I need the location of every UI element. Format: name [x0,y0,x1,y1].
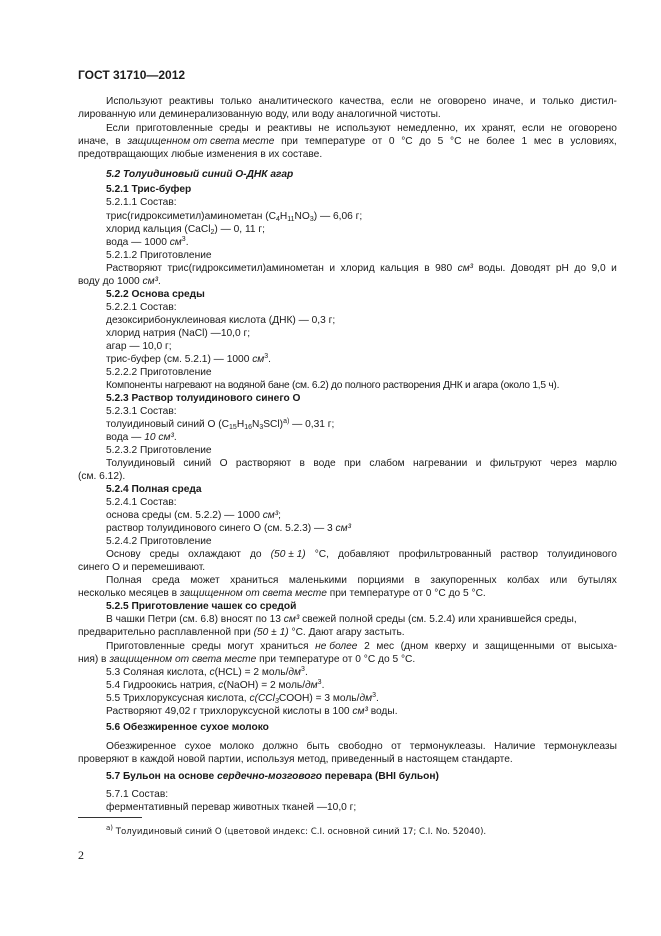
word: приготовленные [135,123,213,134]
word: в [299,458,305,469]
word: воды. [478,263,506,274]
section-5-3: 5.3 Соляная кислота, c(HCL) = 2 моль/$дм^3$. [106,666,308,678]
word: °С [401,136,413,147]
word: защищенном от света месте [127,136,275,147]
word: 0 [388,136,395,147]
prep3-line1 [106,457,617,470]
section-5-2-3-1: 5.2.3.1 Состав: [106,406,177,417]
dna-line: дезоксирибонуклеиновая кислота (ДНК) — 0,3 г; [106,315,336,326]
word: толуидинового [547,549,617,560]
word: и [255,123,261,134]
word: при [281,136,298,147]
word: трис(гидроксиметил)аминометан [167,263,324,274]
word: слабом [369,458,405,469]
word: Доводят [510,263,551,274]
word: температуре [304,136,366,147]
section-5-7-title: 5.7 Бульон на основе сердечно-мозгового перевара (BHI бульон) [106,771,439,782]
section-5-2-2-title: 5.2.2 Основа среды [106,289,205,300]
section-5-5: 5.5 Трихлоруксусная кислота, c(CCl$_3$COOH) = 3 моль/$дм^3$. [106,692,379,705]
store-line2: несколько месяцев в защищенном от света месте при температуре от 0 °С до 5 °С. [78,588,486,599]
word: колбах [507,575,540,586]
word: аналитического [258,96,333,107]
intro-p2-line2 [78,135,617,148]
word: см³ [457,263,474,274]
section-5-2-4-1: 5.2.4.1 Состав: [106,497,177,508]
word: закупоренных [430,575,497,586]
bhi-line1: ферментативный перевар животных тканей —10,0 г; [106,802,357,813]
section-5-2-title: 5.2 Толуидиновый синий О-ДНК агар [106,169,294,180]
word: и [611,263,617,274]
word: мес [376,641,395,652]
store-line1 [106,574,617,587]
water-line-1: вода — 1000 $см^3$. [106,236,189,248]
word: только [220,96,252,107]
word: только [542,96,574,107]
word: воде [313,458,336,469]
milk-line1 [106,740,617,753]
word: дистил- [580,96,617,107]
word: 9,0 [591,263,606,274]
word: профильтрованный [398,549,492,560]
section-5-2-5-title: 5.2.5 Приготовление чашек со средой [106,601,297,612]
word: качества, [339,96,385,107]
word: 2 [364,641,370,652]
word: сухое [184,741,212,752]
word: их [464,123,476,134]
agar-line: агар — 10,0 г; [106,341,172,352]
word: от [372,136,383,147]
intro-p2-line3: предотвращающих любые изменения в их составе. [78,149,323,160]
word: среда [152,575,180,586]
word: Если [106,123,130,134]
word: высыха- [577,641,617,652]
toluidine-line: толуидиновый синий О $(C_{15}H_{16}N_3SCl)^{а)}$ — 0,31 г; [106,418,335,431]
word: храниться [260,641,309,652]
word: должно [262,741,298,752]
word: Основу [106,549,141,560]
word: среды [191,641,221,652]
word: (50 ± 1) [270,549,306,560]
word: Толуидиновый [106,458,175,469]
word: до [419,136,431,147]
word: 5 [437,136,444,147]
intro-p1-line1 [106,95,617,108]
word: в [424,263,430,274]
section-5-5-text: Растворяют 49,02 г трихлоруксусной кислоты в 100 см³ воды. [106,706,398,717]
word: Обезжиренное [106,741,177,752]
section-5-2-3-2: 5.2.3.2 Приготовление [106,445,212,456]
tbsolution-line: раствор толуидинового синего О (см. 5.2.3) — 3 см³ [106,523,352,534]
tris-line: трис(гидроксиметил)аминометан $(C_4H_{11}NO_3)$ — 6,06 г; [106,211,363,223]
word: оговорено [568,123,617,134]
section-5-4: 5.4 Гидроокись натрия, c(NaOH) = 2 моль/$дм^3$. [106,679,325,691]
word: марлю [585,458,617,469]
page-number: 2 [78,848,84,862]
word: иначе, [492,96,524,107]
section-5-2-1-title: 5.2.1 Трис-буфер [106,184,192,195]
word: охлаждают [188,549,241,560]
word: термонуклеазы. [409,741,486,752]
word: если [522,123,545,134]
word: (дном [400,641,429,652]
word: синий [183,458,212,469]
intro-p2-line1 [106,122,617,135]
word: хлорид [340,263,375,274]
word: О [219,458,228,469]
word: не [550,123,563,134]
word: используют [335,123,391,134]
word: не [468,136,480,147]
word: и [472,641,479,652]
word: могут [227,641,254,652]
prep3-line2: (см. 6.12). [78,471,126,482]
section-5-2-4-2: 5.2.4.2 Приготовление [106,536,212,547]
word: среды [219,123,249,134]
base-line: основа среды (см. 5.2.2) — 1000 см³; [106,510,282,521]
word: до [574,263,586,274]
word: мес [533,136,552,147]
word: при [344,458,361,469]
section-5-2-4-title: 5.2.4 Полная среда [106,484,202,495]
word: в [558,136,564,147]
word: среды [149,549,180,560]
word: в [414,575,420,586]
word: нагревании [413,458,468,469]
intro-p1-line2: лированную или деминерализованную воду, или воду аналогичной чистоты. [78,109,441,120]
prep1-line1 [106,262,617,275]
prep1-line2: воду до 1000 см³. [78,276,161,287]
word: фильтруют [489,458,542,469]
section-5-2-2-1: 5.2.2.1 Состав: [106,302,177,313]
footnote: $^{а)}$ Толуидиновый синий О (цветовой индекс: C.I. основной синий 17; C.I. No. 52040). [106,824,487,837]
word: и [475,458,482,469]
word: реактивы [169,96,214,107]
word: термонуклеазы [543,741,617,752]
cacl-line: хлорид кальция (CaCl$_2$) — 0, 11 г; [106,224,265,236]
prep2-line: Компоненты нагревают на водяной бане (см. 6.2) до полного растворения ДНК и агара (около 1,5 ч). [106,380,560,391]
page-header: ГОСТ 31710—2012 [78,68,186,82]
word: кальция [380,263,419,274]
word: оговорено [437,96,487,107]
word: до [249,549,262,560]
dish-line2: предварительно расплавленной при (50 ± 1) °С. Дают агару застыть. [78,627,405,638]
word: храниться [230,575,279,586]
word: Полная [106,575,142,586]
section-5-2-3-title: 5.2.3 Раствор толуидинового синего О [106,393,301,404]
word: защищенными [484,641,555,652]
word: не более [315,641,358,652]
section-5-2-2-2: 5.2.2.2 Приготовление [106,367,212,378]
word: хранят, [481,123,516,134]
word: 980 [435,263,453,274]
word: 1 [521,136,528,147]
word: условиях, [570,136,617,147]
water-line-2: вода — 10 см³. [106,432,177,443]
section-5-6-title: 5.6 Обезжиренное сухое молоко [106,722,269,733]
word: бутылях [577,575,617,586]
word: pH [555,263,569,274]
word: и [329,263,336,274]
word: более [486,136,515,147]
word: иначе, [78,136,109,147]
ready-line2: ния) в защищенном от света месте при температуре от 0 °С до 5 °С. [78,654,416,665]
word: маленькими [288,575,347,586]
word: не [318,123,330,134]
word: или [549,575,568,586]
word: в [115,136,121,147]
prep4-line1 [106,548,617,561]
word: молоко [219,741,255,752]
ready-line1 [106,640,617,653]
word: быть [306,741,330,752]
word: Растворяют [106,263,162,274]
nacl-line: хлорид натрия (NaCl) —10,0 г; [106,328,251,339]
word: если [390,96,414,107]
word: от [561,641,572,652]
milk-line2: проверяют в каждой новой партии, используя метод, приведенный в настоящем стандарте. [78,754,513,765]
dish-line1: В чашки Петри (см. 6.8) вносят по 13 см³ свежей полной среды (см. 5.2.4) или хранившейся среды, [106,614,577,625]
word: добавляют [338,549,390,560]
word: может [190,575,220,586]
word: и [530,96,536,107]
word: Используют [106,96,163,107]
word: Приготовленные [106,641,185,652]
word: свободно [338,741,383,752]
word: кверху [434,641,467,652]
section-5-2-1-2: 5.2.1.2 Приготовление [106,250,212,261]
trisbuffer-line: трис-буфер (см. 5.2.1) — 1000 $см^3$. [106,353,272,365]
word: от [391,741,402,752]
word: °С [450,136,462,147]
word: Наличие [494,741,536,752]
word: порциями [357,575,405,586]
section-5-2-1-1: 5.2.1.1 Состав: [106,197,177,208]
word: °С, [314,549,329,560]
word: реактивы [267,123,312,134]
section-5-7-1: 5.7.1 Состав: [106,789,169,800]
word: раствор [500,549,539,560]
word: растворяют [235,458,292,469]
prep4-line2: синего О и перемешивают. [78,562,206,573]
footnote-divider [78,817,142,818]
word: не [419,96,432,107]
word: немедленно, [397,123,459,134]
word: через [550,458,577,469]
